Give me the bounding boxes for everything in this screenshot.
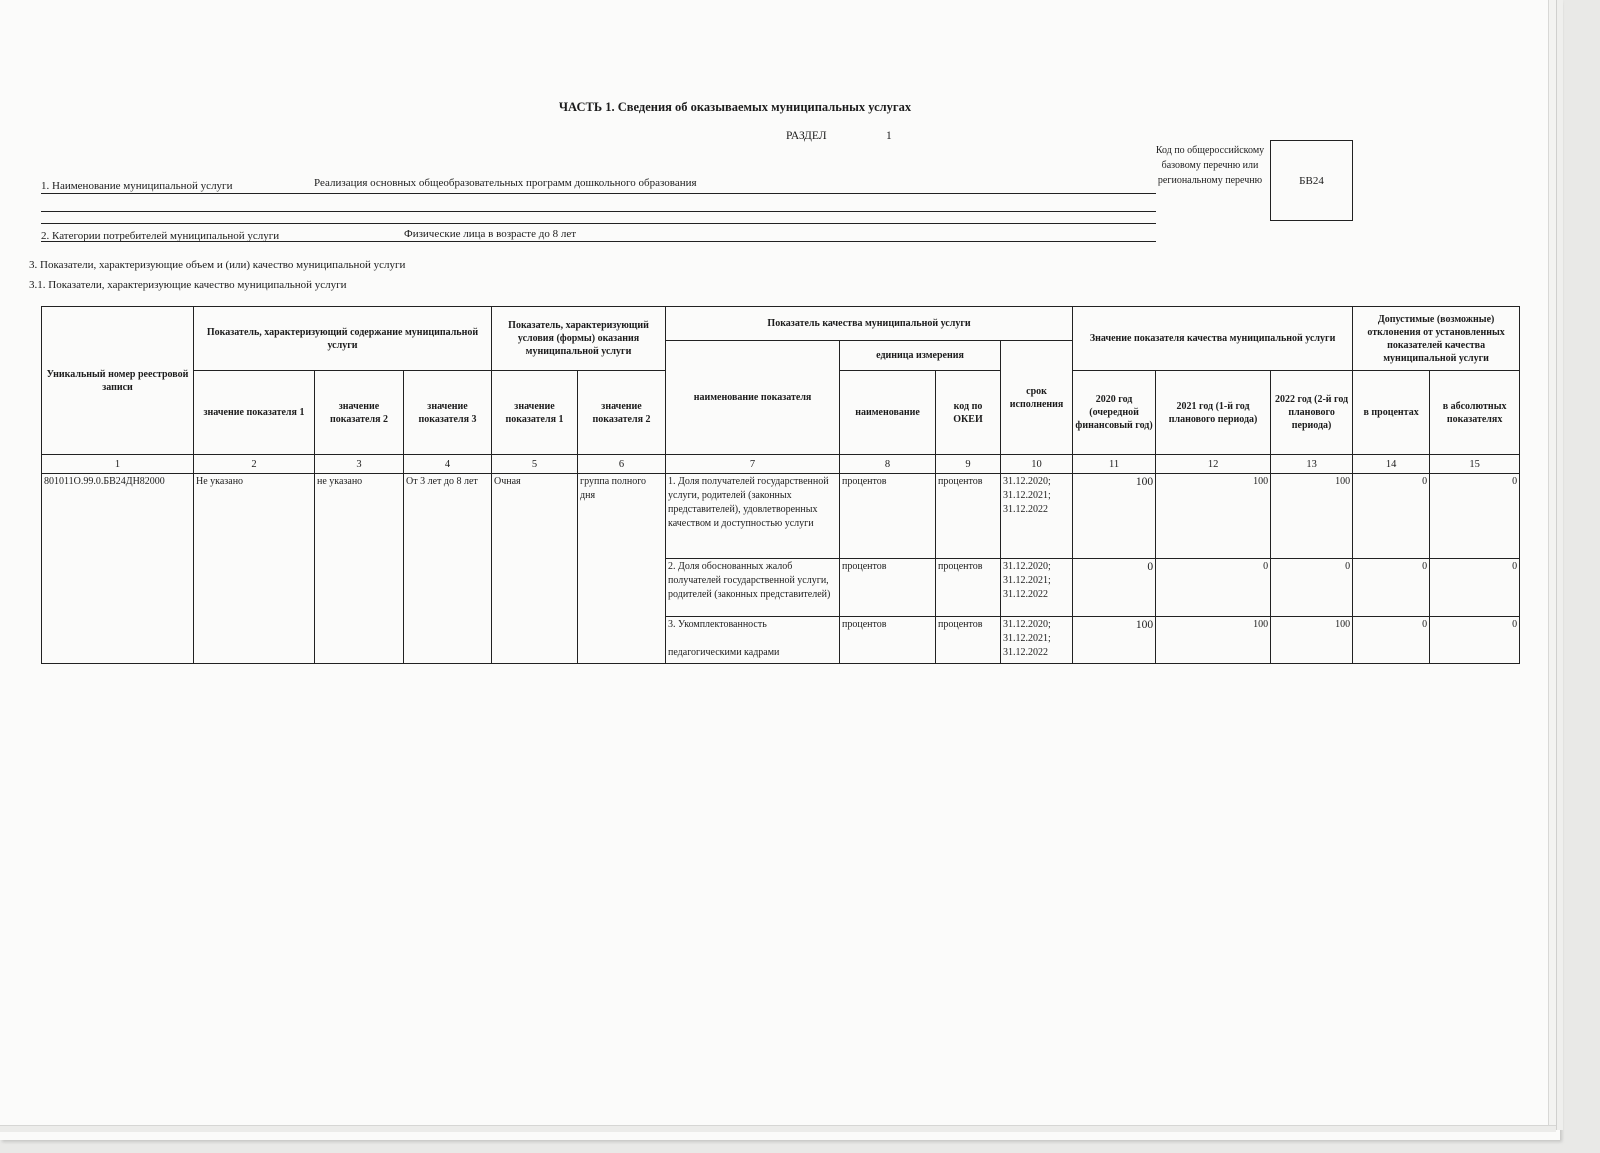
header-conditions-group: Показатель, характеризующий условия (формы) оказания муниципальной услуги <box>492 307 666 371</box>
header-deviation-group: Допустимые (возможные) отклонения от установленных показателей качества муниципальной услуги <box>1353 307 1520 371</box>
deadline <box>1001 617 1073 664</box>
page-edge <box>0 1125 1556 1132</box>
record-content-value-1: Не указано <box>194 474 315 664</box>
header-value-group: Значение показателя качества муниципальной услуги <box>1073 307 1353 371</box>
indicators-heading: 3. Показатели, характеризующие объем и (или) качество муниципальной услуги <box>29 259 406 271</box>
page-edge <box>1556 0 1563 1130</box>
column-number: 9 <box>936 455 1001 474</box>
deviation-absolute: 0 <box>1430 617 1520 664</box>
column-number: 14 <box>1353 455 1430 474</box>
unit-name: процентов <box>840 474 936 559</box>
indicator-text: 2. Доля обоснованных жалоб получателей государственной услуги, родителей (законных представителей) <box>668 561 831 600</box>
okei-code: процентов <box>936 559 1001 617</box>
service-name-value: Реализация основных общеобразовательных программ дошкольного образования <box>314 177 697 189</box>
header-conditions-value-2: значение показателя 2 <box>578 371 666 455</box>
record-conditions-value-1: Очная <box>492 474 578 664</box>
unit-name: процентов <box>840 559 936 617</box>
record-unique-number: 801011О.99.0.БВ24ДН82000 <box>42 474 194 664</box>
value-2021: 100 <box>1156 617 1271 664</box>
header-year-2020: 2020 год (очередной финансовый год) <box>1073 371 1156 455</box>
deadline: 31.12.2020; 31.12.2021; 31.12.2022 <box>1001 559 1073 617</box>
column-number: 3 <box>315 455 404 474</box>
column-numbers-row <box>42 455 1520 474</box>
header-in-percent: в процентах <box>1353 371 1430 455</box>
column-number: 8 <box>840 455 936 474</box>
consumers-label: 2. Категории потребителей муниципальной услуги <box>41 230 280 242</box>
value-2020: 0 <box>1073 559 1156 617</box>
code-label: Код по общероссийскому базовому перечню или региональному перечню <box>1155 145 1265 186</box>
underline <box>41 211 1156 212</box>
header-content-value-1: значение показателя 1 <box>194 371 315 455</box>
deadline-text: 31.12.2020; 31.12.2021; 31.12.2022 <box>1003 619 1051 658</box>
column-number: 10 <box>1001 455 1073 474</box>
deadline: 31.12.2020; 31.12.2021; 31.12.2022 <box>1001 474 1073 559</box>
code-value: БВ24 <box>1299 174 1324 187</box>
quality-indicators-table <box>41 306 1520 664</box>
header-deadline: срок исполнения <box>1001 341 1073 455</box>
header-unit-group: единица измерения <box>840 341 1001 371</box>
header-content-value-2: значение показателя 2 <box>315 371 404 455</box>
header-unique-number: Уникальный номер реестровой записи <box>42 307 194 455</box>
record-conditions-value-2: группа полного дня <box>578 474 666 664</box>
header-year-2022: 2022 год (2-й год планового периода) <box>1271 371 1353 455</box>
header-unit-name: наименование <box>840 371 936 455</box>
header-conditions-value-1: значение показателя 1 <box>492 371 578 455</box>
indicator-name <box>666 617 840 664</box>
quality-heading: 3.1. Показатели, характеризующие качество муниципальной услуги <box>29 279 347 291</box>
underline <box>41 223 1156 224</box>
header-content-value-3: значение показателя 3 <box>404 371 492 455</box>
value-2020: 100 <box>1073 617 1156 664</box>
service-name-label: 1. Наименование муниципальной услуги <box>41 180 233 192</box>
indicator-name <box>666 559 840 617</box>
code-box <box>1270 140 1353 221</box>
deviation-percent: 0 <box>1353 474 1430 559</box>
value-2022: 100 <box>1271 617 1353 664</box>
column-number: 1 <box>42 455 194 474</box>
value-2020: 100 <box>1073 474 1156 559</box>
deviation-percent: 0 <box>1353 617 1430 664</box>
indicator-text: педагогическими кадрами <box>668 647 780 658</box>
unit-name: процентов <box>840 617 936 664</box>
value-2021: 100 <box>1156 474 1271 559</box>
deviation-absolute: 0 <box>1430 559 1520 617</box>
indicator-name <box>666 474 840 559</box>
header-year-2021: 2021 год (1-й год планового периода) <box>1156 371 1271 455</box>
column-number: 5 <box>492 455 578 474</box>
deviation-absolute: 0 <box>1430 474 1520 559</box>
indicator-text: 1. Доля получателей государственной услуги, родителей (законных представителей), удовлетворенных качеством и доступностью услуги <box>668 476 829 529</box>
header-okei-code: код по ОКЕИ <box>936 371 1001 455</box>
value-2021: 0 <box>1156 559 1271 617</box>
column-number: 6 <box>578 455 666 474</box>
value-2022: 0 <box>1271 559 1353 617</box>
okei-code: процентов <box>936 617 1001 664</box>
record-content-value-3: От 3 лет до 8 лет <box>404 474 492 664</box>
document-title: ЧАСТЬ 1. Сведения об оказываемых муниципальных услугах <box>558 100 912 114</box>
header-content-group: Показатель, характеризующий содержание муниципальной услуги <box>194 307 492 371</box>
column-number: 15 <box>1430 455 1520 474</box>
header-indicator-name: наименование показателя <box>666 341 840 455</box>
section-number: 1 <box>886 130 892 142</box>
table-row <box>42 474 1520 559</box>
column-number: 13 <box>1271 455 1353 474</box>
deviation-percent: 0 <box>1353 559 1430 617</box>
column-number: 12 <box>1156 455 1271 474</box>
record-content-value-2: не указано <box>315 474 404 664</box>
consumers-value: Физические лица в возрасте до 8 лет <box>404 228 577 240</box>
value-2022: 100 <box>1271 474 1353 559</box>
column-number: 11 <box>1073 455 1156 474</box>
okei-code: процентов <box>936 474 1001 559</box>
underline <box>41 193 1156 194</box>
column-number: 7 <box>666 455 840 474</box>
underline <box>41 241 1156 242</box>
section-label: РАЗДЕЛ <box>786 130 827 142</box>
header-in-absolute: в абсолютных показателях <box>1430 371 1520 455</box>
header-quality-group: Показатель качества муниципальной услуги <box>666 307 1073 341</box>
column-number: 2 <box>194 455 315 474</box>
indicator-text: 3. Укомплектованность <box>668 619 767 630</box>
column-number: 4 <box>404 455 492 474</box>
